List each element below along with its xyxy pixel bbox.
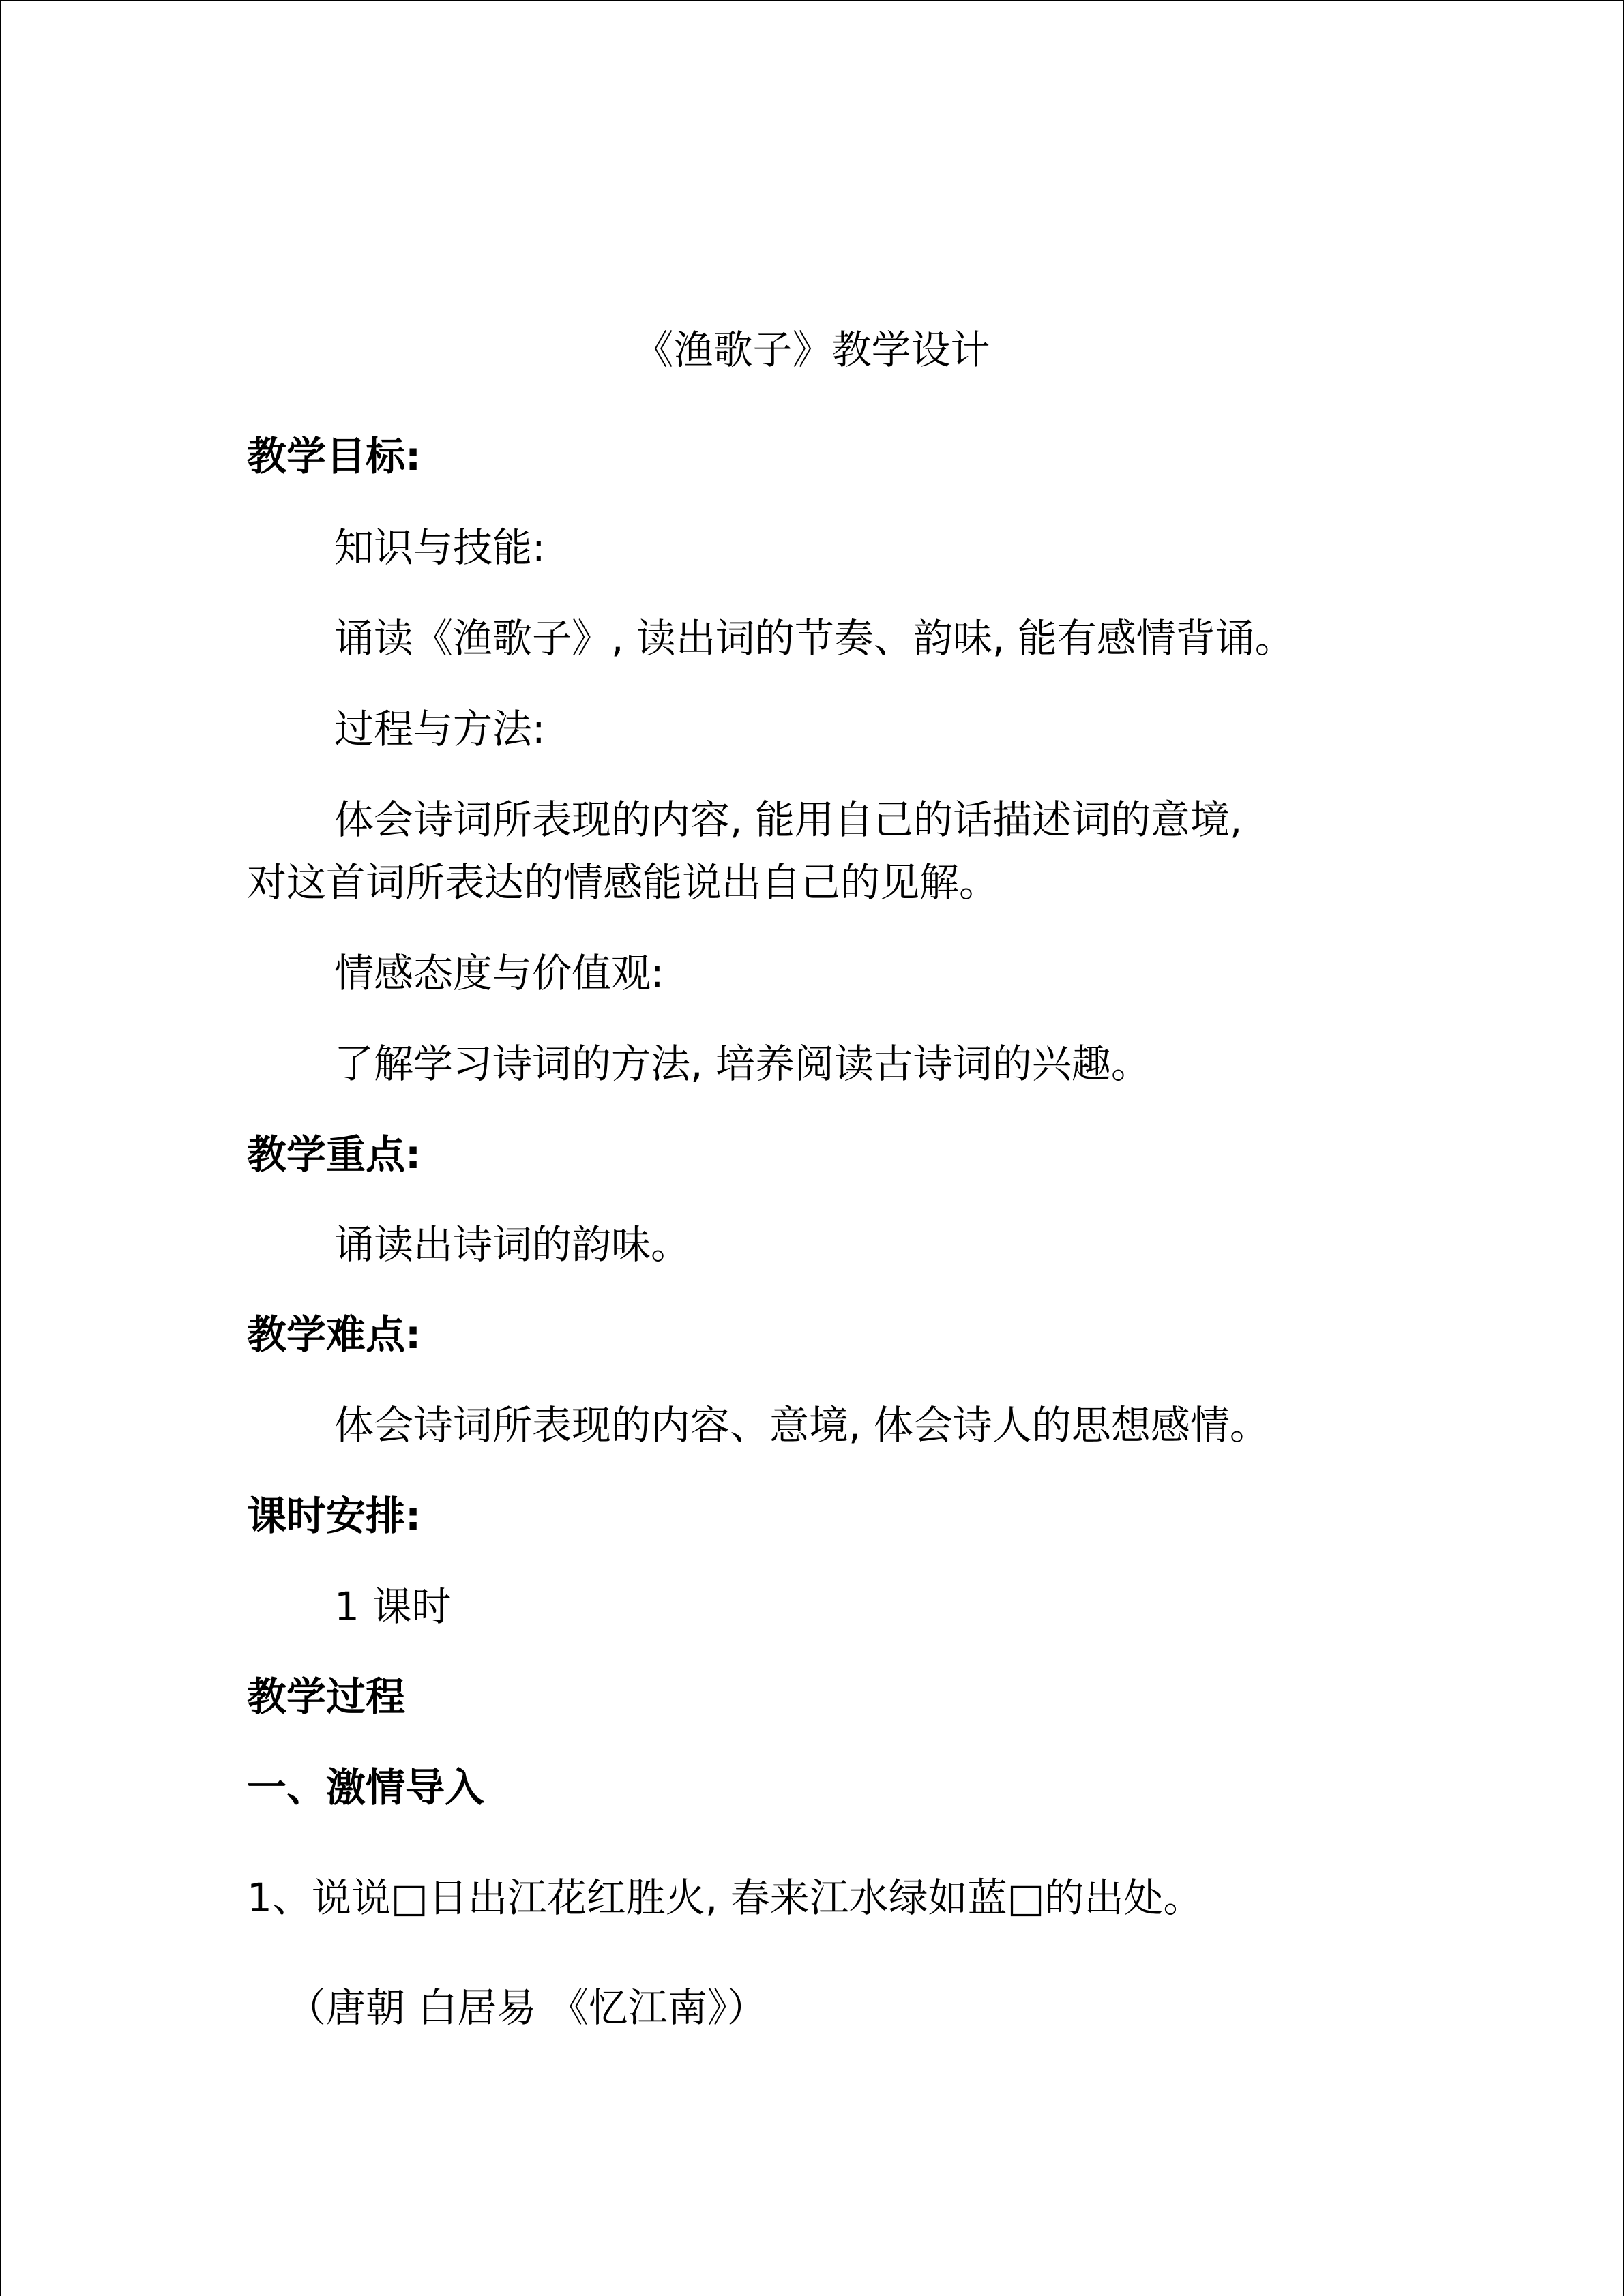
part1-heading: 一、激情导入 <box>247 1764 485 1810</box>
difficulty-heading: 教学难点: <box>247 1311 422 1358</box>
schedule-heading: 课时安排: <box>247 1493 422 1539</box>
document-title: 《渔歌子》教学设计 <box>634 327 990 373</box>
emotion-text: 了解学习诗词的方法, 培养阅读古诗词的兴趣。 <box>334 1041 1151 1087</box>
emotion-label: 情感态度与价值观: <box>334 950 664 996</box>
difficulty-text: 体会诗词所表现的内容、意境, 体会诗人的思想感情。 <box>334 1402 1269 1448</box>
process-text-line1: 体会诗词所表现的内容, 能用自己的话描述词的意境, <box>334 796 1243 843</box>
objectives-heading: 教学目标: <box>247 433 422 479</box>
source-citation: （唐朝 白居易 《忆江南》） <box>286 1984 767 2031</box>
key-text: 诵读出诗词的韵味。 <box>334 1221 691 1268</box>
knowledge-label: 知识与技能: <box>334 524 546 571</box>
schedule-text: 1 课时 <box>334 1583 452 1630</box>
process-text-line2: 对这首词所表达的情感能说出自己的见解。 <box>247 859 999 906</box>
item-1: 1、说说□日出江花红胜火, 春来江水绿如蓝□的出处。 <box>247 1875 1203 1921</box>
knowledge-text: 诵读《渔歌子》, 读出词的节奏、韵味, 能有感情背诵。 <box>334 615 1295 661</box>
process-label: 过程与方法: <box>334 706 546 752</box>
process-heading: 教学过程 <box>247 1673 406 1720</box>
key-heading: 教学重点: <box>247 1131 422 1178</box>
